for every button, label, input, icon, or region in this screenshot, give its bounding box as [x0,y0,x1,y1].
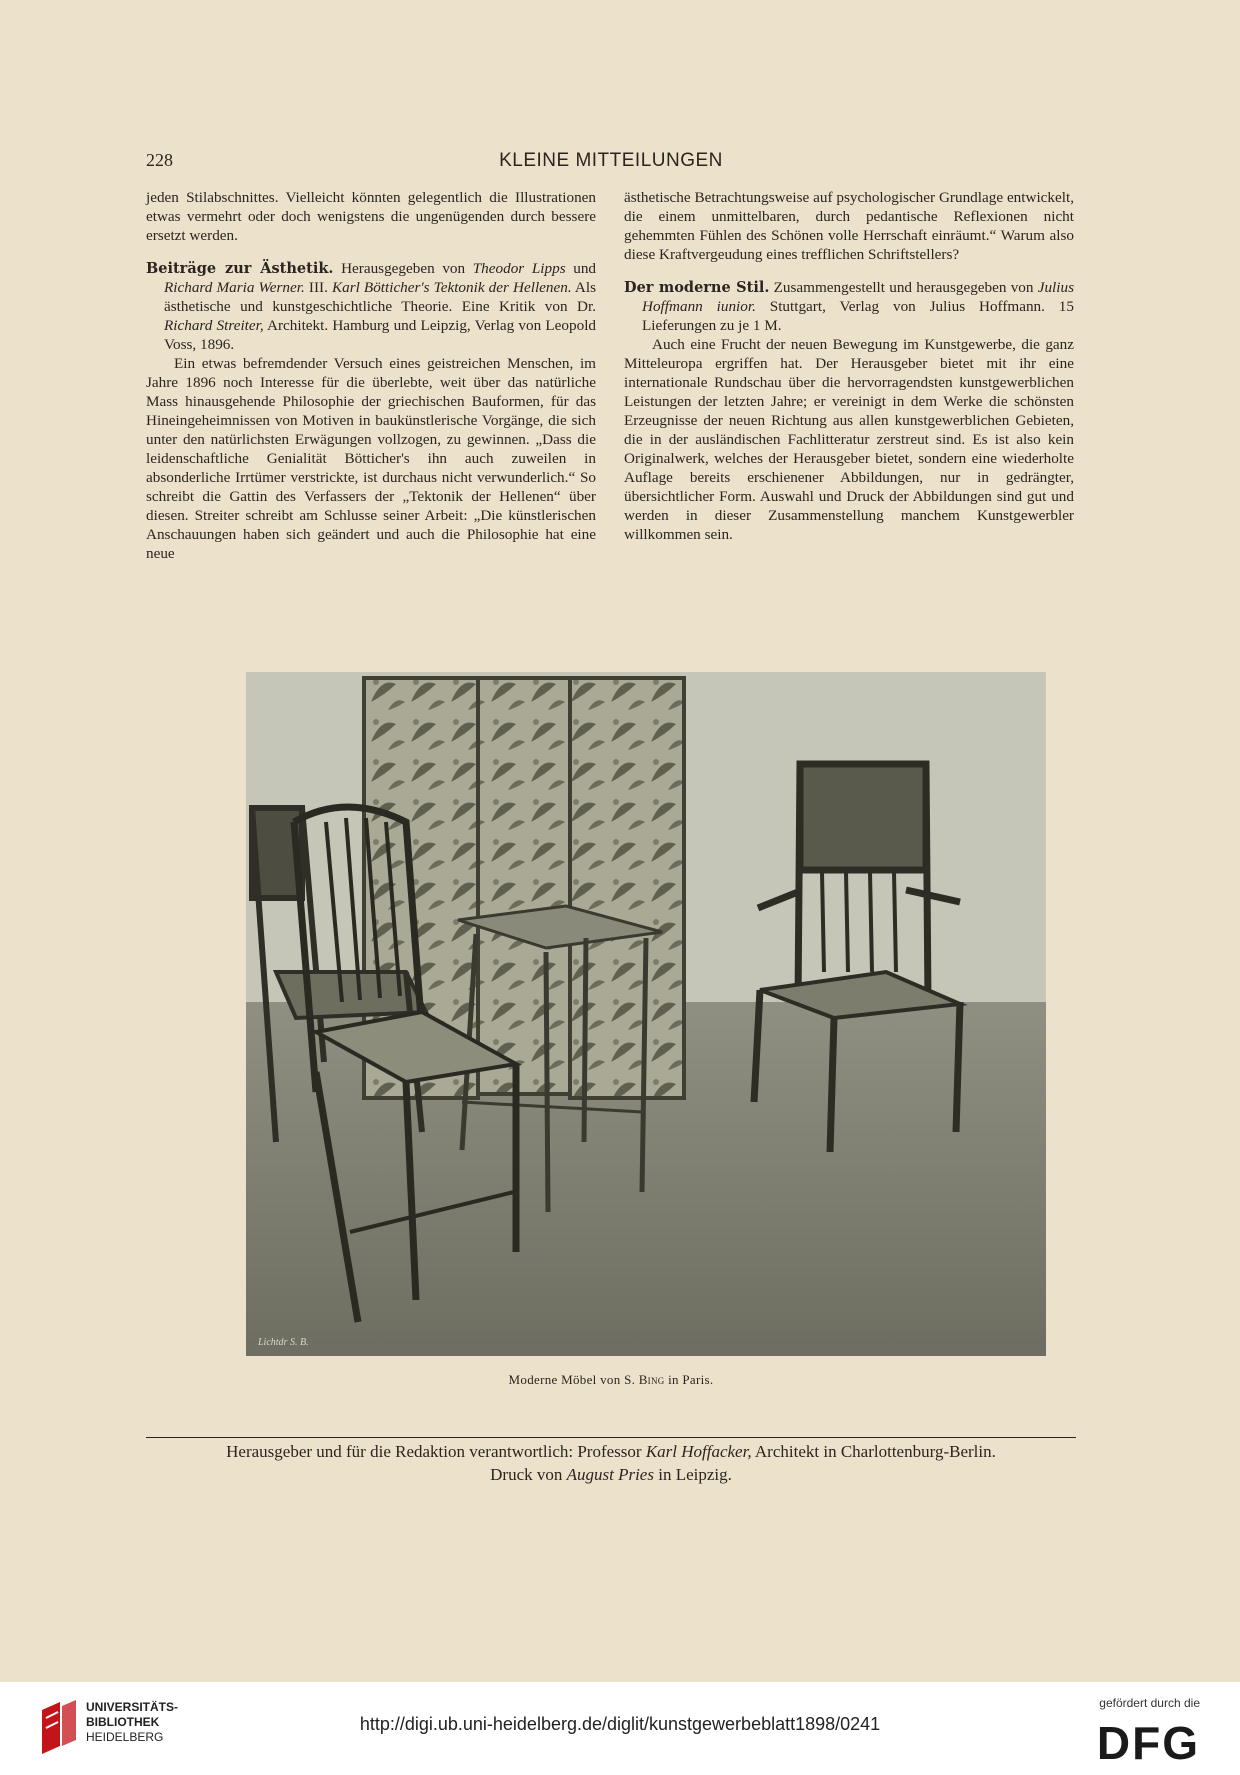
running-head [146,150,1076,176]
digitization-footer [0,1682,1240,1775]
book-title: Karl Bötticher's Tektonik der Hellenen. [331,279,572,296]
author-name: Richard Streiter, [164,317,264,334]
paragraph: Auch eine Frucht der neuen Bewegung im Kunstgewerbe, die ganz Mitteleuropa ergriffen hat. Der Herausgeber bietet mit ihr eine internationale Rundschau über die hervorragendsten kunstgewerblichen Leistungen der letzten Jahre; er vereinigt in dem Werke die schönsten Erzeugnisse der neuen Richtung aus allen kunstgewerblichen Gebieten, die in der ausländischen Fachlitteratur zerstreut sind. Es ist also kein Originalwerk, welches der Herausgeber bietet, sondern eine wiederholte Auflage bereits erschienener Abbildungen, nur in gedrängter, übersichtlicher Form. Auswahl und Druck der Abbildungen sind gut und werden in dieser Zusammenstellung manchem Kunstgewerbler willkommen sein. [624,336,1074,543]
imprint-line-2: Druck von August Pries in Leipzig. [490,1465,732,1484]
caption-name: Bing [638,1372,665,1387]
author-name: Julius Hoffmann iunior. [642,279,1074,315]
imprint-line-1: Herausgeber und für die Redaktion verantwortlich: Professor Karl Hoffacker, Architekt in Charlottenburg-Berlin. [226,1442,996,1461]
author-name: Theodor Lipps [472,260,566,277]
furniture-illustration [246,672,1046,1356]
review-entry: Beiträge zur Ästhetik. Herausgegeben von Theodor Lipps und Richard Maria Werner. III. Karl Bötticher's Tektonik der Hellenen. Als ästhetische und kunstgeschichtliche Theorie. Eine Kritik von Dr. Richard Streiter, Architekt. Hamburg und Leipzig, Verlag von Leopold Voss, 1896. [146,260,597,353]
library-name: UNIVERSITÄTS- BIBLIOTHEK HEIDELBERG [86,1700,179,1744]
review-entry: Der moderne Stil. Zusammengestellt und herausgegeben von Julius Hoffmann iunior. Stuttgart, Verlag von Julius Hoffmann. 15 Lieferungen zu je 1 M. [624,279,1074,334]
review-title: Der moderne Stil. [624,279,770,296]
funding-label: gefördert durch die [1099,1696,1200,1710]
paragraph: ästhetische Betrachtungsweise auf psychologischer Grundlage entwickelt, die einem unmittelbaren, durch pedantische Reflexionen nicht gehemmten Fühlen des Schönen volle Herrschaft einräumt.“ Warum also diese Kraftvergeudung eines trefflichen Schriftstellers? [624,189,1074,263]
author-name: Richard Maria Werner. [164,279,305,296]
right-column [624,188,1074,544]
furniture-photograph [246,672,1046,1356]
university-library-logo-icon [38,1700,80,1756]
figure-caption: Moderne Möbel von S. Bing in Paris. [508,1372,714,1387]
permalink-url[interactable]: http://digi.ub.uni-heidelberg.de/diglit/kunstgewerbeblatt1898/0241 [359,1714,881,1734]
page-title: KLEINE MITTEILUNGEN [499,150,723,171]
page-number: 228 [146,150,173,170]
dfg-logo: DFG [1096,1717,1200,1769]
left-column [146,188,596,563]
paragraph: jeden Stilabschnittes. Vielleicht könnten gelegentlich die Illustrationen etwas vermehrt oder doch wenigstens die ungenügenden durch bessere ersetzt werden. [146,189,596,244]
review-title: Beiträge zur Ästhetik. [146,260,334,277]
imprint-divider [146,1437,1076,1438]
imprint [146,1440,1076,1486]
photo-signature: Lichtdr S. B. [258,1337,309,1348]
paragraph: Ein etwas befremdender Versuch eines geistreichen Menschen, im Jahre 1896 noch Interesse für die überlebte, weit über das natürliche Mass hinausgehende Philosophie der griechischen Bauformen, für das Hineingeheimnissen von Motiven in baukünstlerische Vorgänge, die sich unter den natürlichsten Erwägungen vollzogen, zu gewinnen. „Dass die leidenschaftliche Genialität Bötticher's ihn auch zuweilen in absonderliche Irrtümer verstrickte, ist durchaus nicht verwunderlich.“ So schreibt die Gattin des Verfassers der „Tektonik der Hellenen“ über diesen. Streiter schreibt am Schlusse seiner Arbeit: „Die künstlerischen Anschauungen haben sich geändert und auch die Philosophie hat eine neue [146,355,596,562]
